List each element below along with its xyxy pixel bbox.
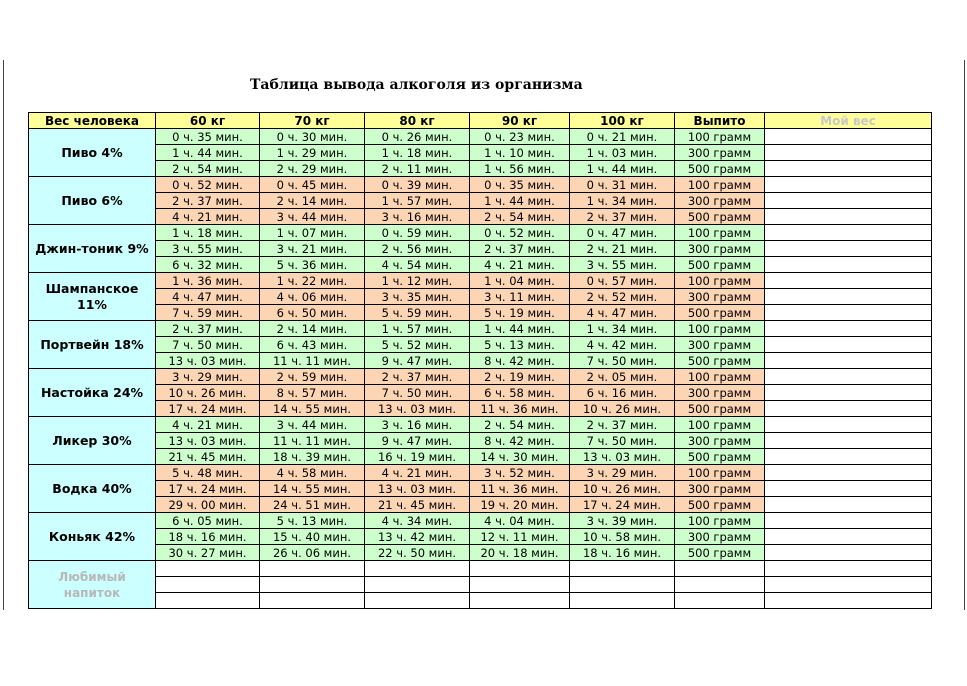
my-weight-cell[interactable] [765, 145, 932, 161]
my-weight-cell[interactable] [765, 513, 932, 529]
table-row [29, 257, 932, 273]
drink-name: Пиво 6% [29, 177, 156, 225]
my-weight-cell[interactable] [765, 481, 932, 497]
time-cell: 6 ч. 43 мин. [260, 337, 365, 353]
time-cell: 1 ч. 34 мин. [570, 193, 675, 209]
time-cell: 4 ч. 58 мин. [260, 465, 365, 481]
table-row [29, 193, 932, 209]
time-cell: 3 ч. 55 мин. [570, 257, 675, 273]
time-cell: 1 ч. 57 мин. [365, 321, 470, 337]
time-cell: 2 ч. 05 мин. [570, 369, 675, 385]
time-cell: 10 ч. 26 мин. [570, 401, 675, 417]
time-cell: 13 ч. 03 мин. [365, 401, 470, 417]
drink-name: Настойка 24% [29, 369, 156, 417]
time-cell: 16 ч. 19 мин. [365, 449, 470, 465]
time-cell: 13 ч. 03 мин. [156, 433, 260, 449]
time-cell: 0 ч. 26 мин. [365, 129, 470, 145]
time-cell: 4 ч. 06 мин. [260, 289, 365, 305]
my-weight-cell[interactable] [765, 449, 932, 465]
amount-cell: 500 грамм [675, 497, 765, 513]
time-cell: 0 ч. 52 мин. [470, 225, 570, 241]
time-cell: 1 ч. 36 мин. [156, 273, 260, 289]
weight-90-header: 90 кг [470, 113, 570, 129]
time-cell: 26 ч. 06 мин. [260, 545, 365, 561]
amount-cell: 300 грамм [675, 337, 765, 353]
time-cell: 1 ч. 22 мин. [260, 273, 365, 289]
time-cell: 1 ч. 18 мин. [365, 145, 470, 161]
time-cell: 4 ч. 47 мин. [156, 289, 260, 305]
amount-cell: 100 грамм [675, 273, 765, 289]
time-cell: 5 ч. 52 мин. [365, 337, 470, 353]
table-row [29, 241, 932, 257]
my-weight-cell[interactable] [765, 337, 932, 353]
time-cell: 6 ч. 50 мин. [260, 305, 365, 321]
time-cell: 3 ч. 55 мин. [156, 241, 260, 257]
time-cell: 8 ч. 42 мин. [470, 433, 570, 449]
amount-cell: 500 грамм [675, 353, 765, 369]
weight-100-header: 100 кг [570, 113, 675, 129]
time-cell: 13 ч. 03 мин. [570, 449, 675, 465]
time-cell: 5 ч. 59 мин. [365, 305, 470, 321]
time-cell: 2 ч. 11 мин. [365, 161, 470, 177]
time-cell: 14 ч. 55 мин. [260, 401, 365, 417]
table-row [29, 545, 932, 561]
amount-cell: 100 грамм [675, 321, 765, 337]
time-cell: 0 ч. 31 мин. [570, 177, 675, 193]
amount-cell: 500 грамм [675, 401, 765, 417]
my-weight-cell[interactable] [765, 257, 932, 273]
time-cell: 11 ч. 36 мин. [470, 481, 570, 497]
left-border-line [3, 60, 4, 610]
empty-input-cell[interactable] [260, 593, 365, 609]
time-cell: 1 ч. 44 мин. [470, 321, 570, 337]
time-cell: 18 ч. 16 мин. [570, 545, 675, 561]
time-cell: 22 ч. 50 мин. [365, 545, 470, 561]
favorite-row [29, 593, 932, 609]
time-cell: 1 ч. 10 мин. [470, 145, 570, 161]
time-cell: 2 ч. 54 мин. [156, 161, 260, 177]
my-weight-cell[interactable] [765, 401, 932, 417]
my-weight-cell[interactable] [765, 289, 932, 305]
time-cell: 3 ч. 21 мин. [260, 241, 365, 257]
time-cell: 12 ч. 11 мин. [470, 529, 570, 545]
my-weight-cell[interactable] [765, 497, 932, 513]
time-cell: 3 ч. 39 мин. [570, 513, 675, 529]
empty-input-cell[interactable] [365, 561, 470, 577]
amount-cell: 500 грамм [675, 449, 765, 465]
my-weight-cell[interactable] [765, 465, 932, 481]
my-weight-cell[interactable] [765, 417, 932, 433]
amount-cell: 300 грамм [675, 241, 765, 257]
time-cell: 5 ч. 13 мин. [470, 337, 570, 353]
time-cell: 0 ч. 52 мин. [156, 177, 260, 193]
time-cell: 2 ч. 37 мин. [570, 209, 675, 225]
time-cell: 10 ч. 58 мин. [570, 529, 675, 545]
right-border-line [964, 60, 965, 610]
time-cell: 10 ч. 26 мин. [156, 385, 260, 401]
favorite-row [29, 561, 932, 577]
amount-cell: 100 грамм [675, 225, 765, 241]
time-cell: 29 ч. 00 мин. [156, 497, 260, 513]
time-cell: 1 ч. 29 мин. [260, 145, 365, 161]
table-row [29, 513, 932, 529]
time-cell: 3 ч. 29 мин. [570, 465, 675, 481]
my-weight-cell[interactable] [765, 225, 932, 241]
drink-name: Портвейн 18% [29, 321, 156, 369]
time-cell: 13 ч. 42 мин. [365, 529, 470, 545]
table-row [29, 337, 932, 353]
weight-70-header: 70 кг [260, 113, 365, 129]
amount-cell: 300 грамм [675, 289, 765, 305]
empty-input-cell[interactable] [156, 593, 260, 609]
my-weight-cell[interactable] [765, 177, 932, 193]
time-cell: 5 ч. 13 мин. [260, 513, 365, 529]
empty-input-cell[interactable] [570, 561, 675, 577]
time-cell: 4 ч. 21 мин. [470, 257, 570, 273]
time-cell: 4 ч. 54 мин. [365, 257, 470, 273]
time-cell: 1 ч. 18 мин. [156, 225, 260, 241]
time-cell: 1 ч. 44 мин. [570, 161, 675, 177]
empty-input-cell[interactable] [365, 577, 470, 593]
time-cell: 11 ч. 36 мин. [470, 401, 570, 417]
amount-cell: 300 грамм [675, 481, 765, 497]
empty-input-cell[interactable] [470, 577, 570, 593]
favorite-drink-label: Любимый напиток [29, 561, 156, 609]
amount-cell: 300 грамм [675, 385, 765, 401]
table-row [29, 401, 932, 417]
time-cell: 13 ч. 03 мин. [365, 481, 470, 497]
table-row [29, 321, 932, 337]
amount-cell: 500 грамм [675, 209, 765, 225]
time-cell: 3 ч. 16 мин. [365, 417, 470, 433]
drink-name: Коньяк 42% [29, 513, 156, 561]
header-row [29, 113, 932, 129]
drink-name: Джин-тоник 9% [29, 225, 156, 273]
time-cell: 3 ч. 44 мин. [260, 209, 365, 225]
time-cell: 0 ч. 39 мин. [365, 177, 470, 193]
time-cell: 1 ч. 44 мин. [156, 145, 260, 161]
time-cell: 2 ч. 29 мин. [260, 161, 365, 177]
time-cell: 1 ч. 03 мин. [570, 145, 675, 161]
amount-cell: 100 грамм [675, 417, 765, 433]
empty-input-cell[interactable] [675, 577, 765, 593]
amount-cell: 100 грамм [675, 369, 765, 385]
empty-input-cell[interactable] [260, 561, 365, 577]
time-cell: 15 ч. 40 мин. [260, 529, 365, 545]
time-cell: 4 ч. 47 мин. [570, 305, 675, 321]
time-cell: 2 ч. 59 мин. [260, 369, 365, 385]
time-cell: 0 ч. 35 мин. [470, 177, 570, 193]
table-row [29, 305, 932, 321]
table-row [29, 433, 932, 449]
my-weight-cell[interactable] [765, 209, 932, 225]
time-cell: 14 ч. 30 мин. [470, 449, 570, 465]
time-cell: 6 ч. 05 мин. [156, 513, 260, 529]
amount-cell: 500 грамм [675, 545, 765, 561]
time-cell: 30 ч. 27 мин. [156, 545, 260, 561]
time-cell: 1 ч. 04 мин. [470, 273, 570, 289]
table-row [29, 177, 932, 193]
time-cell: 2 ч. 14 мин. [260, 321, 365, 337]
time-cell: 7 ч. 59 мин. [156, 305, 260, 321]
time-cell: 8 ч. 42 мин. [470, 353, 570, 369]
my-weight-cell[interactable] [765, 161, 932, 177]
table-row [29, 273, 932, 289]
my-weight-cell[interactable] [765, 433, 932, 449]
empty-input-cell[interactable] [470, 561, 570, 577]
drink-name: Шампанское 11% [29, 273, 156, 321]
time-cell: 2 ч. 52 мин. [570, 289, 675, 305]
time-cell: 11 ч. 11 мин. [260, 353, 365, 369]
amount-cell: 300 грамм [675, 433, 765, 449]
time-cell: 0 ч. 57 мин. [570, 273, 675, 289]
my-weight-cell[interactable] [765, 385, 932, 401]
time-cell: 7 ч. 50 мин. [365, 385, 470, 401]
time-cell: 14 ч. 55 мин. [260, 481, 365, 497]
time-cell: 5 ч. 36 мин. [260, 257, 365, 273]
time-cell: 3 ч. 44 мин. [260, 417, 365, 433]
time-cell: 13 ч. 03 мин. [156, 353, 260, 369]
table-row [29, 481, 932, 497]
time-cell: 0 ч. 47 мин. [570, 225, 675, 241]
page-title: Таблица вывода алкоголя из организма [250, 77, 583, 93]
amount-cell: 500 грамм [675, 305, 765, 321]
my-weight-cell[interactable] [765, 129, 932, 145]
weight-80-header: 80 кг [365, 113, 470, 129]
table-row [29, 225, 932, 241]
time-cell: 2 ч. 21 мин. [570, 241, 675, 257]
my-weight-cell[interactable] [765, 193, 932, 209]
time-cell: 6 ч. 16 мин. [570, 385, 675, 401]
time-cell: 3 ч. 16 мин. [365, 209, 470, 225]
table-row [29, 145, 932, 161]
time-cell: 1 ч. 44 мин. [470, 193, 570, 209]
amount-cell: 300 грамм [675, 145, 765, 161]
time-cell: 18 ч. 39 мин. [260, 449, 365, 465]
favorite-row [29, 577, 932, 593]
time-cell: 20 ч. 18 мин. [470, 545, 570, 561]
time-cell: 18 ч. 16 мин. [156, 529, 260, 545]
empty-input-cell[interactable] [765, 593, 932, 609]
time-cell: 6 ч. 58 мин. [470, 385, 570, 401]
time-cell: 4 ч. 21 мин. [156, 209, 260, 225]
empty-input-cell[interactable] [765, 577, 932, 593]
drink-name: Ликер 30% [29, 417, 156, 465]
time-cell: 1 ч. 57 мин. [365, 193, 470, 209]
my-weight-cell[interactable] [765, 369, 932, 385]
amount-cell: 100 грамм [675, 177, 765, 193]
time-cell: 2 ч. 37 мин. [156, 193, 260, 209]
time-cell: 0 ч. 35 мин. [156, 129, 260, 145]
drink-name: Водка 40% [29, 465, 156, 513]
time-cell: 6 ч. 32 мин. [156, 257, 260, 273]
time-cell: 0 ч. 21 мин. [570, 129, 675, 145]
empty-input-cell[interactable] [365, 593, 470, 609]
my-weight-cell[interactable] [765, 353, 932, 369]
my-weight-cell[interactable] [765, 241, 932, 257]
time-cell: 2 ч. 37 мин. [365, 369, 470, 385]
time-cell: 4 ч. 21 мин. [156, 417, 260, 433]
time-cell: 10 ч. 26 мин. [570, 481, 675, 497]
empty-input-cell[interactable] [260, 577, 365, 593]
my-weight-cell[interactable] [765, 545, 932, 561]
table-row [29, 529, 932, 545]
time-cell: 21 ч. 45 мин. [156, 449, 260, 465]
table-row [29, 497, 932, 513]
time-cell: 9 ч. 47 мин. [365, 353, 470, 369]
time-cell: 3 ч. 29 мин. [156, 369, 260, 385]
time-cell: 1 ч. 12 мин. [365, 273, 470, 289]
empty-input-cell[interactable] [675, 561, 765, 577]
time-cell: 4 ч. 21 мин. [365, 465, 470, 481]
time-cell: 7 ч. 50 мин. [156, 337, 260, 353]
time-cell: 19 ч. 20 мин. [470, 497, 570, 513]
time-cell: 3 ч. 52 мин. [470, 465, 570, 481]
time-cell: 2 ч. 54 мин. [470, 417, 570, 433]
time-cell: 21 ч. 45 мин. [365, 497, 470, 513]
my-weight-cell[interactable] [765, 273, 932, 289]
time-cell: 0 ч. 23 мин. [470, 129, 570, 145]
time-cell: 0 ч. 30 мин. [260, 129, 365, 145]
time-cell: 4 ч. 04 мин. [470, 513, 570, 529]
time-cell: 0 ч. 59 мин. [365, 225, 470, 241]
empty-input-cell[interactable] [156, 561, 260, 577]
time-cell: 5 ч. 19 мин. [470, 305, 570, 321]
time-cell: 7 ч. 50 мин. [570, 433, 675, 449]
time-cell: 17 ч. 24 мин. [570, 497, 675, 513]
time-cell: 2 ч. 54 мин. [470, 209, 570, 225]
table-row [29, 209, 932, 225]
time-cell: 17 ч. 24 мин. [156, 481, 260, 497]
time-cell: 1 ч. 34 мин. [570, 321, 675, 337]
my-weight-header: Мой вес [765, 113, 932, 129]
time-cell: 9 ч. 47 мин. [365, 433, 470, 449]
amount-cell: 100 грамм [675, 465, 765, 481]
table-row [29, 129, 932, 145]
empty-input-cell[interactable] [570, 593, 675, 609]
table-row [29, 385, 932, 401]
weight-header: Вес человека [29, 113, 156, 129]
time-cell: 2 ч. 37 мин. [570, 417, 675, 433]
empty-input-cell[interactable] [765, 561, 932, 577]
amount-cell: 500 грамм [675, 257, 765, 273]
time-cell: 0 ч. 45 мин. [260, 177, 365, 193]
table-row [29, 417, 932, 433]
time-cell: 17 ч. 24 мин. [156, 401, 260, 417]
my-weight-cell[interactable] [765, 321, 932, 337]
time-cell: 3 ч. 35 мин. [365, 289, 470, 305]
weight-60-header: 60 кг [156, 113, 260, 129]
time-cell: 2 ч. 37 мин. [156, 321, 260, 337]
time-cell: 2 ч. 19 мин. [470, 369, 570, 385]
empty-input-cell[interactable] [156, 577, 260, 593]
time-cell: 1 ч. 07 мин. [260, 225, 365, 241]
drunk-header: Выпито [675, 113, 765, 129]
table-row [29, 449, 932, 465]
amount-cell: 100 грамм [675, 513, 765, 529]
drink-name: Пиво 4% [29, 129, 156, 177]
time-cell: 24 ч. 51 мин. [260, 497, 365, 513]
time-cell: 2 ч. 56 мин. [365, 241, 470, 257]
table-row [29, 465, 932, 481]
time-cell: 3 ч. 11 мин. [470, 289, 570, 305]
time-cell: 4 ч. 34 мин. [365, 513, 470, 529]
my-weight-cell[interactable] [765, 305, 932, 321]
time-cell: 11 ч. 11 мин. [260, 433, 365, 449]
amount-cell: 300 грамм [675, 193, 765, 209]
table-row [29, 289, 932, 305]
time-cell: 8 ч. 57 мин. [260, 385, 365, 401]
alcohol-table [28, 112, 932, 609]
amount-cell: 100 грамм [675, 129, 765, 145]
time-cell: 7 ч. 50 мин. [570, 353, 675, 369]
time-cell: 2 ч. 37 мин. [470, 241, 570, 257]
amount-cell: 500 грамм [675, 161, 765, 177]
table-row [29, 161, 932, 177]
empty-input-cell[interactable] [470, 593, 570, 609]
time-cell: 4 ч. 42 мин. [570, 337, 675, 353]
time-cell: 1 ч. 56 мин. [470, 161, 570, 177]
time-cell: 2 ч. 14 мин. [260, 193, 365, 209]
my-weight-cell[interactable] [765, 529, 932, 545]
empty-input-cell[interactable] [570, 577, 675, 593]
table-row [29, 353, 932, 369]
empty-input-cell[interactable] [675, 593, 765, 609]
time-cell: 5 ч. 48 мин. [156, 465, 260, 481]
amount-cell: 300 грамм [675, 529, 765, 545]
table-row [29, 369, 932, 385]
